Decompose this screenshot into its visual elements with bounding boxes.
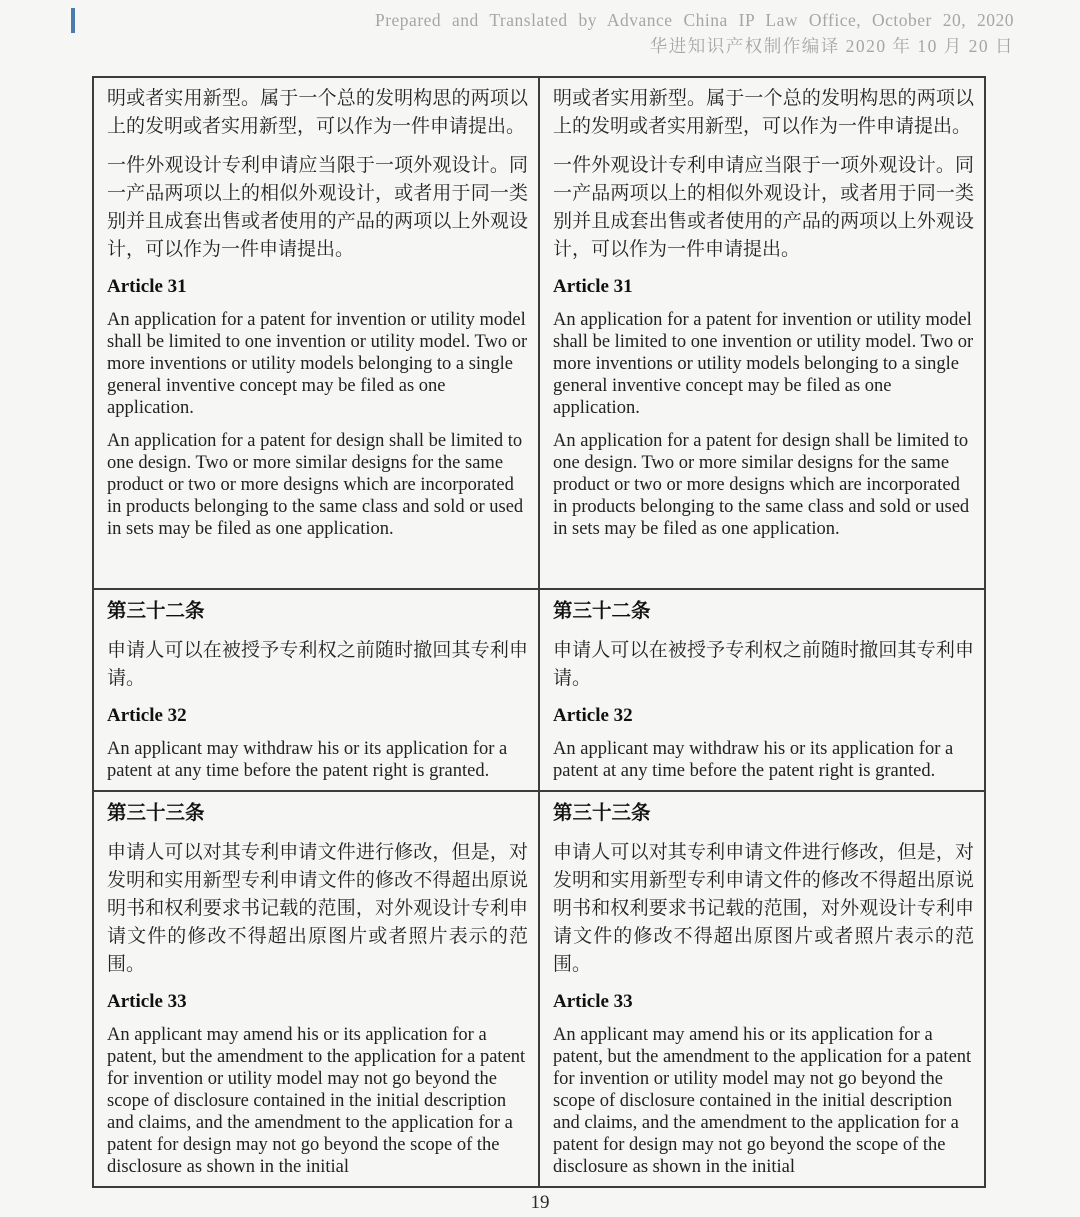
cell-article-32-left bbox=[93, 589, 539, 791]
cell-article-33-right bbox=[539, 791, 985, 1187]
page-header bbox=[200, 7, 1014, 59]
article-heading: Article 33 bbox=[107, 991, 187, 1012]
english-paragraph: An application for a patent for invention or utility model shall be limited to one invention or utility model. Two or more inventions or utility models belonging to a single general inventive concept may be filed as one application. bbox=[553, 310, 974, 418]
cell-article-33-left bbox=[93, 791, 539, 1187]
chinese-paragraph: 申请人可以对其专利申请文件进行修改，但是，对发明和实用新型专利申请文件的修改不得超出原说明书和权利要求书记载的范围，对外观设计专利申请文件的修改不得超出原图片或者照片表示的范围。 bbox=[107, 842, 528, 975]
table-row-article-31 bbox=[93, 77, 985, 589]
header-line-chinese: 华进知识产权制作编译 2020 年 10 月 20 日 bbox=[649, 36, 1014, 56]
chinese-article-heading: 第三十二条 bbox=[107, 601, 205, 622]
cell-article-31-right bbox=[539, 77, 985, 589]
cell-article-32-right bbox=[539, 589, 985, 791]
article-heading: Article 32 bbox=[553, 705, 633, 726]
english-paragraph: An application for a patent for invention or utility model shall be limited to one invention or utility model. Two or more inventions or utility models belonging to a single general inventive concept may be filed as one application. bbox=[107, 310, 528, 418]
table-row-article-32 bbox=[93, 589, 985, 791]
chinese-paragraph: 申请人可以在被授予专利权之前随时撤回其专利申请。 bbox=[553, 640, 974, 689]
table-row-article-33 bbox=[93, 791, 985, 1187]
article-heading: Article 31 bbox=[553, 276, 633, 297]
english-paragraph: An applicant may withdraw his or its application for a patent at any time before the patent right is granted. bbox=[107, 739, 508, 781]
chinese-paragraph: 明或者实用新型。属于一个总的发明构思的两项以上的发明或者实用新型，可以作为一件申请提出。 bbox=[107, 88, 528, 137]
english-paragraph: An applicant may withdraw his or its application for a patent at any time before the patent right is granted. bbox=[553, 739, 954, 781]
chinese-paragraph: 明或者实用新型。属于一个总的发明构思的两项以上的发明或者实用新型，可以作为一件申请提出。 bbox=[553, 88, 974, 137]
article-heading: Article 31 bbox=[107, 276, 187, 297]
chinese-paragraph: 一件外观设计专利申请应当限于一项外观设计。同一产品两项以上的相似外观设计，或者用于同一类别并且成套出售或者使用的产品的两项以上外观设计，可以作为一件申请提出。 bbox=[107, 155, 528, 260]
english-paragraph: An application for a patent for design shall be limited to one design. Two or more similar designs for the same product or two or more designs which are incorporated in products belonging to the same class and sold or used in sets may be filed as one application. bbox=[107, 431, 524, 539]
english-paragraph: An applicant may amend his or its application for a patent, but the amendment to the application for a patent for invention or utility model may not go beyond the scope of disclosure contained in the initial description and claims, and the amendment to the application for a patent for design may not go beyond the scope of the disclosure as shown in the initial bbox=[553, 1025, 972, 1177]
page-number: 19 bbox=[530, 1192, 550, 1213]
cell-article-31-left bbox=[93, 77, 539, 589]
chinese-paragraph: 申请人可以对其专利申请文件进行修改，但是，对发明和实用新型专利申请文件的修改不得超出原说明书和权利要求书记载的范围，对外观设计专利申请文件的修改不得超出原图片或者照片表示的范围。 bbox=[553, 842, 974, 975]
header-line-english: Prepared and Translated by Advance China IP Law Office, October 20, 2020 bbox=[374, 10, 1014, 30]
bilingual-table bbox=[92, 76, 986, 1188]
accent-bar bbox=[71, 8, 75, 33]
english-paragraph: An application for a patent for design shall be limited to one design. Two or more similar designs for the same product or two or more designs which are incorporated in products belonging to the same class and sold or used in sets may be filed as one application. bbox=[553, 431, 970, 539]
article-heading: Article 32 bbox=[107, 705, 187, 726]
article-heading: Article 33 bbox=[553, 991, 633, 1012]
chinese-article-heading: 第三十二条 bbox=[553, 601, 651, 622]
chinese-article-heading: 第三十三条 bbox=[553, 803, 651, 824]
chinese-paragraph: 一件外观设计专利申请应当限于一项外观设计。同一产品两项以上的相似外观设计，或者用于同一类别并且成套出售或者使用的产品的两项以上外观设计，可以作为一件申请提出。 bbox=[553, 155, 974, 260]
english-paragraph: An applicant may amend his or its application for a patent, but the amendment to the application for a patent for invention or utility model may not go beyond the scope of disclosure contained in the initial description and claims, and the amendment to the application for a patent for design may not go beyond the scope of the disclosure as shown in the initial bbox=[107, 1025, 526, 1177]
chinese-paragraph: 申请人可以在被授予专利权之前随时撤回其专利申请。 bbox=[107, 640, 528, 689]
chinese-article-heading: 第三十三条 bbox=[107, 803, 205, 824]
